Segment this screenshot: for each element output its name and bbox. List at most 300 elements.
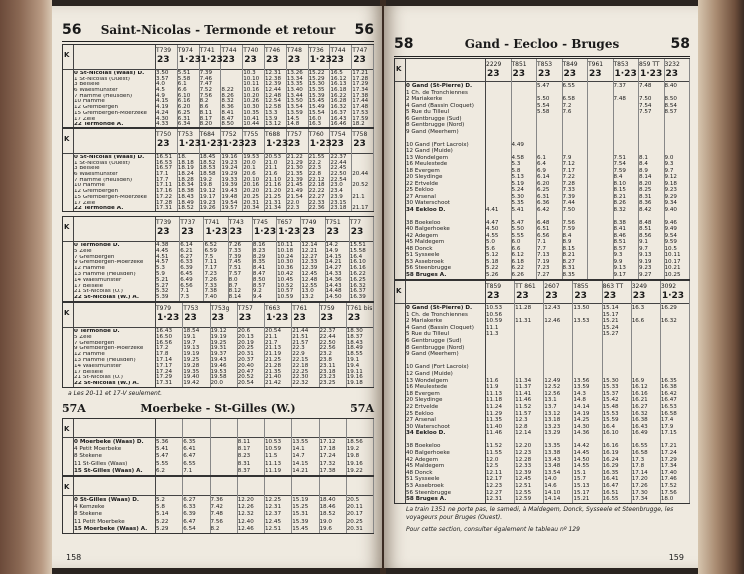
time-cell: 22.37 — [330, 154, 347, 160]
time-cell: 12.23 — [486, 483, 503, 490]
time-cell: 20.17 — [346, 511, 363, 518]
train-number: T760 — [308, 131, 324, 138]
time-cell: 19.43 — [221, 188, 238, 195]
train-times — [277, 243, 293, 301]
time-cell: 8.23 — [252, 247, 266, 254]
time-cell: 13.12 — [265, 121, 282, 128]
time-cell: 10.53 — [486, 305, 503, 311]
time-cell: 6.34 — [177, 121, 191, 128]
station-name: 51 Sysseele — [406, 476, 440, 483]
time-cell: 5.3 — [156, 265, 165, 272]
time-cell: 19.53 — [243, 154, 260, 160]
time-cell: 18.45 — [199, 154, 216, 160]
time-cell: 12.46 — [237, 525, 254, 532]
time-cell: 8.4 — [613, 174, 623, 180]
time-cell: 16.16 — [602, 443, 619, 450]
time-cell: 6.25 — [177, 109, 191, 116]
time-cell: 15.54 — [308, 109, 325, 116]
time-cell: 19.26 — [199, 205, 216, 212]
time-cell: 17.24 — [319, 453, 336, 460]
time-cell: 10.56 — [486, 311, 503, 318]
station-name: 13 Hamme (Heusden) — [74, 357, 136, 363]
time-cell: 16.32 — [330, 104, 347, 111]
time-cell: 8.48 — [639, 219, 652, 226]
station-name: 2 Mariakerke — [406, 318, 443, 325]
train-class: 23 — [589, 69, 602, 79]
time-cell: 17.7 — [156, 176, 169, 183]
time-cell: 8.46 — [613, 232, 626, 239]
time-cell: 21.29 — [286, 159, 303, 166]
time-cell: 21.45 — [286, 182, 303, 189]
time-cell: 8.21 — [562, 252, 575, 258]
time-cell — [661, 312, 677, 319]
time-cell: 8.37 — [237, 467, 251, 474]
time-cell: 6.33 — [180, 259, 193, 266]
time-cell: 7.6 — [562, 109, 572, 115]
time-cell: 11.46 — [486, 430, 503, 437]
time-cell: 13.54 — [286, 104, 303, 111]
time-cell: 5.55 — [511, 232, 524, 239]
time-cell: 12.33 — [515, 463, 532, 470]
station-name: 12 Gand (Muide) — [406, 148, 453, 154]
station-name: 22 Ertvelde — [406, 403, 439, 410]
time-cell: 6.4 — [537, 161, 546, 167]
time-cell: 12.58 — [265, 104, 282, 111]
train-class: 23 — [353, 139, 366, 149]
time-cell — [573, 371, 589, 378]
station-name: 13 Wondelgem — [406, 154, 449, 161]
train-class: 23 — [293, 313, 306, 323]
time-cell: 7.39 — [228, 253, 242, 260]
time-cell — [486, 358, 502, 365]
time-cell: 12.49 — [544, 377, 561, 384]
time-cell: 9.29 — [664, 193, 677, 200]
time-cell: 16.21 — [631, 397, 648, 404]
time-cell: 10.36 — [277, 265, 294, 272]
station-name — [406, 437, 474, 444]
train-times — [330, 71, 346, 128]
time-cell: 8.50 — [252, 276, 266, 283]
train-times — [211, 497, 223, 533]
time-cell: 7.9 — [562, 154, 572, 161]
station-name: 17 Zele — [74, 200, 96, 206]
time-cell: 6.31 — [177, 115, 191, 122]
left-page-number-right: 56 — [354, 22, 374, 38]
train-class: 1·23 — [309, 55, 332, 65]
time-cell: 10.59 — [486, 318, 503, 325]
time-cell — [632, 364, 648, 371]
time-cell: 9.23 — [639, 265, 652, 271]
train-number: T961 — [588, 61, 604, 68]
train-times — [211, 329, 227, 387]
train-times — [156, 243, 168, 301]
time-cell: 21.49 — [286, 188, 303, 195]
time-cell: 20.25 — [346, 518, 363, 525]
time-cell: 17.52 — [660, 483, 677, 490]
time-cell: 17.2 — [156, 345, 169, 352]
station-name: 15 Grembergen-Moerzeke — [74, 194, 147, 200]
time-cell: 22.22 — [308, 188, 325, 195]
time-cell: 14.6 — [544, 483, 557, 490]
train-times — [614, 83, 626, 278]
time-cell: 19.57 — [221, 205, 238, 212]
time-cell: 16.43 — [330, 115, 347, 122]
time-cell — [632, 358, 648, 365]
time-cell: 20.31 — [237, 351, 254, 358]
time-cell: 7.51 — [613, 154, 626, 161]
train-class: 1·23 — [157, 313, 180, 323]
time-cell: 20.52 — [352, 182, 369, 189]
train-class: 23 — [487, 69, 500, 79]
train-times — [243, 155, 259, 212]
time-cell: 20.37 — [237, 356, 254, 363]
train-number: T757 — [237, 305, 253, 312]
time-cell: 8.12 — [228, 288, 242, 295]
time-cell: 8.54 — [664, 102, 677, 109]
time-cell: 21.55 — [308, 154, 325, 160]
time-cell: 11.29 — [486, 410, 503, 417]
station-name: 22 St-Nicolas (W.) A. — [74, 295, 139, 301]
time-cell: 15.48 — [602, 403, 619, 410]
time-cell: 16.25 — [349, 276, 366, 283]
time-cell: 21.25 — [265, 193, 282, 200]
time-cell: 3.50 — [156, 70, 169, 76]
time-cell: 9.2 — [252, 288, 262, 295]
train-number: T740 — [243, 47, 259, 54]
train-number: T757 — [286, 131, 302, 138]
time-cell: 7.5 — [204, 253, 214, 260]
time-cell: 10.11 — [664, 252, 681, 258]
time-cell: 20.44 — [352, 171, 369, 178]
time-cell: 8.9 — [562, 239, 572, 245]
time-cell: 17.15 — [660, 430, 677, 437]
train-times — [221, 155, 237, 212]
time-cell: 17.14 — [631, 469, 648, 476]
station-name: 8 Gentbrugge (Nord) — [406, 122, 465, 128]
train-number: T853 — [613, 61, 629, 68]
time-cell: 18. — [177, 154, 187, 160]
station-name: 40 Balgerhoeke — [406, 450, 450, 457]
train-number: 863 TT — [602, 283, 624, 290]
time-cell: 18.52 — [177, 205, 194, 212]
time-cell: 17.24 — [660, 450, 677, 457]
time-cell: 4.41 — [486, 206, 499, 213]
time-cell: 21.35 — [286, 171, 303, 178]
train-times — [292, 497, 308, 533]
time-cell: 17.38 — [319, 467, 336, 474]
time-cell: 7.12 — [562, 161, 575, 167]
time-cell: 16.42 — [660, 390, 677, 397]
time-cell: 21.6 — [265, 171, 278, 178]
time-cell: 6.16 — [177, 98, 191, 105]
time-cell: 13.9 — [265, 115, 278, 122]
time-cell: 23.15 — [330, 199, 347, 206]
time-cell: 10.30 — [277, 259, 294, 266]
train-number: T855 — [573, 283, 589, 290]
time-cell: 13.3 — [265, 109, 278, 116]
time-cell: 14.2 — [325, 242, 339, 248]
time-cell: 13.59 — [573, 384, 590, 391]
train-number: 3249 — [631, 283, 647, 290]
time-cell: 19.19 — [210, 333, 227, 340]
time-cell: 5.18 — [486, 258, 499, 265]
time-cell: 7.3 — [180, 294, 190, 301]
time-cell: 7.59 — [613, 167, 626, 174]
time-cell — [632, 345, 648, 352]
train-number: T744 — [330, 47, 346, 54]
station-name: 9 Grembergen-Moerzeke — [74, 346, 144, 352]
time-cell: 9.7 — [639, 245, 648, 252]
time-cell: 4.19 — [156, 104, 169, 111]
train-number: T758 — [352, 131, 368, 138]
time-cell — [573, 331, 589, 338]
time-cell: 6.18 — [511, 258, 524, 265]
train-times — [156, 329, 172, 387]
time-cell: 18.49 — [177, 199, 194, 206]
train-number: T750 — [156, 131, 172, 138]
time-cell: 9.9 — [613, 258, 623, 265]
time-cell: 21.40 — [265, 374, 282, 381]
time-cell: 5.8 — [156, 504, 165, 511]
km-label: K — [64, 425, 70, 433]
time-cell: 6.1 — [537, 154, 546, 161]
time-cell: 4.9 — [156, 92, 165, 99]
time-cell: 8.35 — [252, 259, 266, 266]
time-cell: 5.50 — [537, 96, 550, 102]
time-cell: 7.39 — [562, 193, 575, 200]
station-list — [74, 243, 143, 301]
time-cell: 12.20 — [515, 443, 532, 450]
train-class: 23 — [211, 313, 225, 323]
time-cell: 15.39 — [292, 518, 309, 525]
train-number: T77 — [349, 219, 362, 226]
train-class: 23 — [157, 55, 170, 65]
station-name: 56 Steenbrugge — [406, 265, 452, 271]
train-class: 23 — [487, 291, 500, 301]
time-cell: 15.51 — [349, 242, 366, 248]
time-cell: 12.32 — [237, 511, 254, 518]
station-name: 22 Termonde A. — [74, 206, 124, 212]
time-cell: 11.5 — [265, 453, 278, 460]
right-page — [384, 6, 698, 568]
time-cell: 11.28 — [515, 305, 532, 311]
time-cell: 14.8 — [286, 121, 300, 128]
time-cell: 22.3 — [292, 345, 305, 352]
time-cell: 5.32 — [156, 288, 169, 295]
time-cell: 19.2 — [199, 176, 213, 183]
time-cell: 17.40 — [660, 469, 677, 476]
time-cell: 13.59 — [286, 109, 303, 116]
time-cell: 10.35 — [243, 109, 260, 116]
time-cell: 20.25 — [237, 345, 254, 352]
time-cell: 19.40 — [183, 374, 200, 381]
train-class: 23 — [545, 291, 558, 301]
time-cell — [603, 437, 619, 444]
time-cell: 7.48 — [639, 83, 652, 89]
right-footnote-1: La train 1351 ne porte pas, le samedi, à Maldegem, Donck, Sysseele et Steenbrugge, les voyageurs pour Bruges (Ouest). — [406, 506, 674, 521]
station-name: 11 St-Gilles (Waas) — [74, 460, 128, 467]
time-cell: 5.54 — [537, 102, 550, 109]
time-cell: 17.9 — [660, 423, 674, 430]
time-cell — [515, 325, 531, 332]
time-cell — [603, 338, 619, 345]
time-cell: 12.39 — [301, 265, 318, 272]
time-cell: 20.47 — [237, 368, 254, 375]
time-cell: 14.48 — [325, 288, 342, 295]
time-cell: 6.47 — [183, 453, 196, 460]
time-cell: 13.23 — [544, 423, 561, 430]
time-cell: 10.5 — [664, 245, 677, 252]
time-cell: 8.15 — [613, 187, 626, 193]
time-cell: 12.3 — [515, 417, 528, 424]
train-number: T657 — [277, 219, 293, 226]
time-cell: 17.44 — [352, 98, 369, 105]
station-name: 22 St-Nicolas (W.) A. — [74, 381, 139, 387]
station-name: 22 Termonde A. — [74, 122, 124, 128]
train-times — [221, 71, 233, 128]
time-cell: 6.49 — [180, 276, 193, 283]
time-cell: 19.17 — [199, 193, 216, 200]
time-cell: 12.55 — [515, 489, 532, 496]
time-cell: 8.26 — [221, 92, 234, 99]
km-label: K — [396, 287, 402, 295]
time-cell: 14.14 — [573, 403, 590, 410]
time-cell: 14.5 — [286, 115, 300, 122]
time-cell: 17.4 — [660, 417, 674, 424]
train-times — [180, 243, 192, 301]
time-cell: 16.43 — [156, 328, 173, 334]
time-cell: 18.43 — [346, 339, 363, 346]
time-cell: 19.23 — [199, 199, 216, 206]
time-cell: 12.48 — [265, 92, 282, 99]
time-cell: 19.24 — [221, 165, 238, 172]
station-name: 53 Assebroek — [406, 258, 444, 265]
time-cell: 19.1 — [183, 333, 196, 340]
train-times — [320, 329, 336, 387]
left-page-footer-number: 158 — [66, 553, 82, 562]
time-cell: 7.26 — [228, 242, 242, 248]
time-cell — [544, 351, 560, 358]
time-cell: 16.22 — [349, 270, 366, 277]
train-number: 3092 — [660, 283, 677, 290]
time-cell: 11.19 — [265, 467, 282, 474]
time-cell: 12.14 — [301, 242, 318, 248]
station-name: 0 Termonde D. — [74, 243, 120, 248]
time-cell: 19.46 — [210, 362, 227, 369]
time-cell: 20.6 — [237, 328, 251, 334]
train-times — [287, 155, 303, 212]
time-cell: 18.37 — [346, 333, 363, 340]
station-name: 45 Maldegem — [406, 463, 445, 470]
time-cell — [573, 338, 589, 345]
station-name: 4 Gand (Bassin Cloquet) — [406, 324, 474, 331]
time-cell: 17.17 — [156, 362, 173, 369]
station-name: 12 Gand (Muide) — [406, 370, 453, 377]
time-cell: 12.44 — [265, 87, 282, 94]
time-cell: 12.39 — [515, 469, 532, 476]
train-times — [326, 243, 342, 301]
time-cell: 16.29 — [602, 463, 619, 470]
time-cell: 5.19 — [511, 180, 524, 187]
time-cell: 12.55 — [301, 282, 318, 289]
time-cell: 15.22 — [308, 70, 325, 76]
time-cell: 6.54 — [183, 525, 196, 532]
time-cell: 18.46 — [319, 504, 336, 511]
timetable-block-gand-bruges-1 — [394, 58, 690, 280]
time-cell: 14.0 — [544, 476, 557, 483]
time-cell: 16.55 — [631, 443, 648, 450]
time-cell: 5.55 — [156, 460, 169, 467]
time-cell: 18.55 — [346, 351, 363, 358]
time-cell: 17.28 — [352, 75, 369, 82]
time-cell: 16.10 — [602, 430, 619, 437]
time-cell: 20.52 — [237, 374, 254, 381]
time-cell: 13.7 — [544, 403, 557, 410]
train-times — [200, 71, 212, 128]
time-cell: 6.55 — [562, 83, 575, 89]
station-name: 8 Stekene — [74, 511, 102, 518]
time-cell: 10.52 — [277, 282, 294, 289]
train-class: 23 — [157, 139, 170, 149]
time-cell: 19.19 — [183, 351, 200, 358]
time-cell: 12.43 — [544, 305, 561, 311]
time-cell: 15.30 — [308, 81, 325, 88]
train-class: 23 — [244, 55, 257, 65]
time-cell: 17.26 — [631, 483, 648, 490]
train-class: 1·23 — [253, 227, 277, 237]
time-cell: 5.41 — [511, 206, 524, 213]
time-cell: 19.37 — [210, 351, 227, 358]
time-cell: 17.31 — [156, 205, 173, 212]
station-name: 4 Kemzeke — [74, 504, 105, 511]
time-cell: 10.44 — [243, 121, 260, 128]
time-cell: 5.3 — [511, 161, 521, 167]
time-cell: 14.43 — [325, 282, 342, 289]
time-cell: 23.8 — [319, 356, 332, 363]
time-cell: 15.45 — [292, 525, 309, 532]
time-cell: 5.0 — [486, 239, 495, 245]
station-name: 58 Bruges A. — [406, 271, 447, 278]
time-cell: 22.27 — [308, 193, 325, 200]
time-cell: 21.54 — [286, 193, 303, 200]
time-cell: 16.51 — [156, 154, 173, 160]
time-cell: 18.58 — [199, 171, 216, 178]
time-cell: 13.1 — [544, 397, 557, 404]
left-page-number: 56 — [62, 22, 82, 38]
section-57a-number-left: 57A — [62, 401, 86, 415]
time-cell: 7.56 — [562, 219, 575, 226]
station-name: 5 Zele — [74, 334, 92, 340]
time-cell: 12.39 — [265, 81, 282, 88]
train-class: 23 — [512, 69, 526, 79]
time-cell: 6.26 — [511, 271, 524, 278]
train-times — [309, 155, 325, 212]
time-cell: 5.50 — [511, 226, 524, 232]
time-cell: 6.52 — [204, 242, 217, 248]
time-cell: 19.2 — [346, 446, 360, 453]
time-cell: 19.18 — [346, 380, 363, 387]
time-cell: 14.21 — [292, 467, 309, 474]
right-page-footer-number: 159 — [668, 553, 684, 562]
time-cell: 15.1 — [573, 469, 586, 476]
time-cell: 12.45 — [515, 476, 532, 483]
train-times — [156, 497, 168, 533]
time-cell: 7.47 — [199, 81, 213, 88]
time-cell: 20.11 — [346, 504, 363, 511]
time-cell: 10.53 — [265, 439, 282, 445]
time-cell: 7.44 — [562, 200, 575, 206]
time-cell: 13.40 — [286, 87, 303, 94]
